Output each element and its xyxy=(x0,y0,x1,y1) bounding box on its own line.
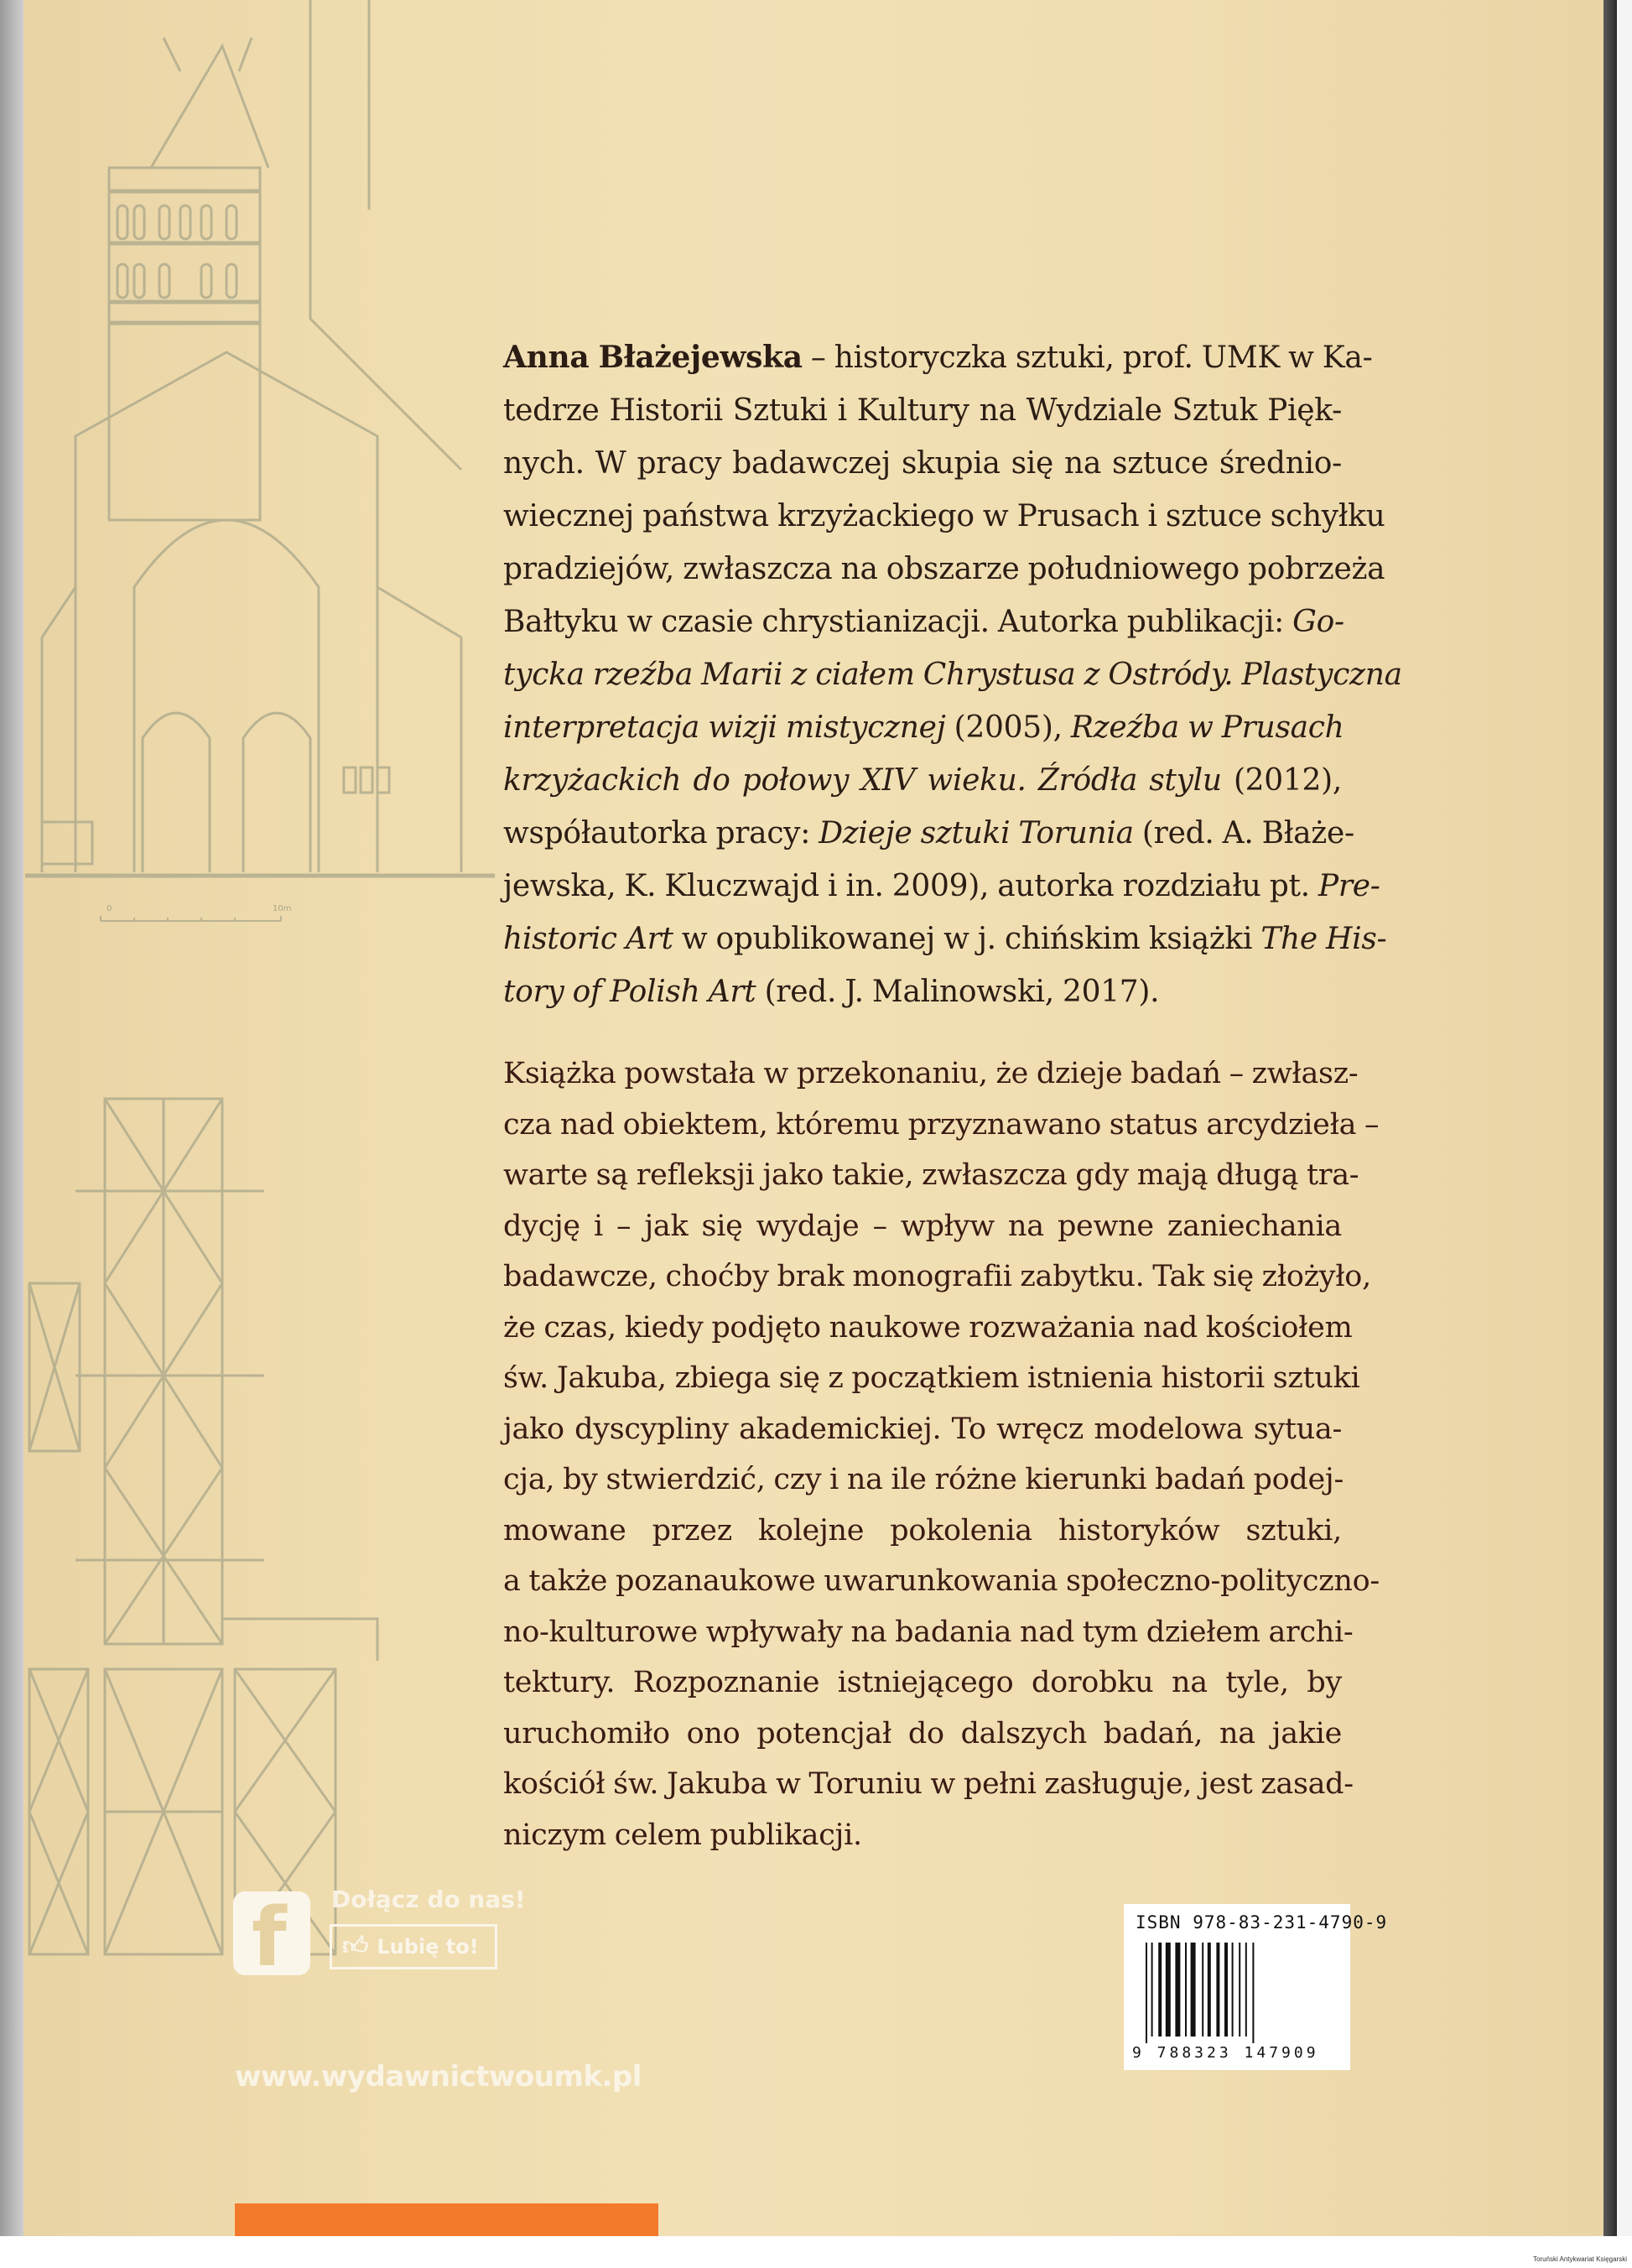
description-line: niczym celem publikacji. xyxy=(503,1818,862,1852)
bio-line: pradziejów, zwłaszcza na obszarze południowego pobrzeża xyxy=(503,552,1385,586)
description-line: cza nad obiektem, któremu przyznawano status arcydzieła – xyxy=(503,1107,1380,1142)
description-line: kościół św. Jakuba w Toruniu w pełni zasługuje, jest zasad- xyxy=(503,1767,1354,1801)
barcode-bar xyxy=(1166,1943,1171,2037)
nave-gable xyxy=(310,0,461,470)
description-line: że czas, kiedy podjęto naukowe rozważania nad kościołem xyxy=(503,1310,1353,1345)
description-line: cja, by stwierdzić, czy i na ile różne kierunki badań podej- xyxy=(503,1463,1344,1496)
bio-line: Bałtyku w czasie chrystianizacji. Autorka publikacji: Go- xyxy=(503,605,1344,639)
publisher-website[interactable]: www.wydawnictwoumk.pl xyxy=(235,2060,642,2094)
barcode-bar xyxy=(1202,1943,1203,2037)
thumbs-up-icon: 👍︎ xyxy=(342,1932,369,1961)
description-line: tektury. Rozpoznanie istniejącego dorobku na tyle, by xyxy=(503,1666,1342,1699)
isbn-number: ISBN 978-83-231-4790-9 xyxy=(1136,1912,1388,1932)
book-description xyxy=(503,1048,1380,1860)
bio-line: Anna Błażejewska – historyczka sztuki, prof. UMK w Ka- xyxy=(503,340,1373,375)
bio-line: wiecznej państwa krzyżackiego w Prusach i sztuce schyłku xyxy=(503,499,1385,533)
barcode-bar xyxy=(1185,1943,1187,2037)
bio-line: tory of Polish Art (red. J. Malinowski, 2017). xyxy=(503,975,1160,1009)
bio-line: tycka rzeźba Marii z ciałem Chrystusa z Ostródy. Plastyczna xyxy=(503,658,1402,692)
description-line: jako dyscypliny akademickiej. To wręcz modelowa sytua- xyxy=(503,1412,1342,1446)
barcode-bar xyxy=(1245,1943,1247,2037)
description-line: badawcze, choćby brak monografii zabytku. Tak się złożyło, xyxy=(503,1260,1371,1293)
bio-line: krzyżackich do połowy XIV wieku. Źródła stylu (2012), xyxy=(503,763,1342,798)
description-line: uruchomiło ono potencjał do dalszych badań, na jakie xyxy=(503,1716,1342,1750)
join-us-text: Dołącz do nas! xyxy=(331,1886,526,1913)
description-line: dycję i – jak się wydaje – wpływ na pewne zaniechania xyxy=(503,1209,1342,1243)
description-line: a także pozanaukowe uwarunkowania społeczno-polityczno- xyxy=(503,1564,1380,1598)
barcode-bar xyxy=(1175,1943,1180,2037)
bio-line: historic Art w opublikowanej w j. chińskim książki The His- xyxy=(503,922,1387,956)
orange-accent-bar xyxy=(235,2203,658,2236)
watermark: Toruński Antykwariat Księgarski xyxy=(1532,2255,1627,2263)
bio-line: nych. W pracy badawczej skupia się na sztuce średnio- xyxy=(503,446,1342,481)
bio-line: interpretacja wizji mistycznej (2005), Rzeźba w Prusach xyxy=(503,710,1344,745)
barcode-bar xyxy=(1232,1943,1234,2037)
barcode xyxy=(1146,1943,1338,2043)
facebook-f-glyph: f xyxy=(252,1891,287,1984)
description-line: mowane przez kolejne pokolenia historyków sztuki, xyxy=(503,1513,1342,1548)
tower-windows xyxy=(117,205,236,298)
description-line: warte są refleksji jako takie, zwłaszcza gdy mają długą tra- xyxy=(503,1158,1359,1192)
barcode-bar xyxy=(1216,1943,1219,2037)
scale-start-label: 0 xyxy=(107,904,112,913)
scale-end-label: 10m xyxy=(273,904,292,913)
barcode-bar xyxy=(1239,1943,1240,2037)
barcode-bar xyxy=(1208,1943,1211,2037)
scan-edge-left xyxy=(0,0,23,2236)
like-button[interactable] xyxy=(330,1924,497,1969)
barcode-digits: 9 788323 147909 xyxy=(1132,2044,1319,2062)
nave-arch xyxy=(75,352,377,872)
description-line: św. Jakuba, zbiega się z początkiem istnienia historii sztuki xyxy=(503,1361,1360,1395)
barcode-bar xyxy=(1146,1943,1147,2043)
scan-margin xyxy=(1617,0,1632,2236)
bio-line: współautorka pracy: Dzieje sztuki Torunia (red. A. Błaże- xyxy=(503,816,1354,850)
scan-edge-right xyxy=(1603,0,1617,2236)
barcode-bar xyxy=(1224,1943,1228,2037)
like-label: Lubię to! xyxy=(377,1935,479,1958)
barcode-bar xyxy=(1191,1943,1196,2037)
barcode-bar xyxy=(1151,1943,1153,2037)
author-name: Anna Błażejewska xyxy=(503,340,803,375)
description-line: no-kulturowe wpływały na badania nad tym dziełem archi- xyxy=(503,1615,1354,1649)
floor-plan xyxy=(29,1099,377,1954)
barcode-bar xyxy=(1158,1943,1162,2037)
description-line: Książka powstała w przekonaniu, że dzieje badań – zwłasz- xyxy=(503,1057,1359,1090)
barcode-bar xyxy=(1252,1943,1254,2043)
bio-line: jewska, K. Kluczwajd i in. 2009), autorka rozdziału pt. Pre- xyxy=(503,869,1380,903)
bio-line: tedrze Historii Sztuki i Kultury na Wydziale Sztuk Pięk- xyxy=(503,393,1342,428)
tower-spire xyxy=(151,46,268,168)
author-bio xyxy=(503,331,1402,1018)
